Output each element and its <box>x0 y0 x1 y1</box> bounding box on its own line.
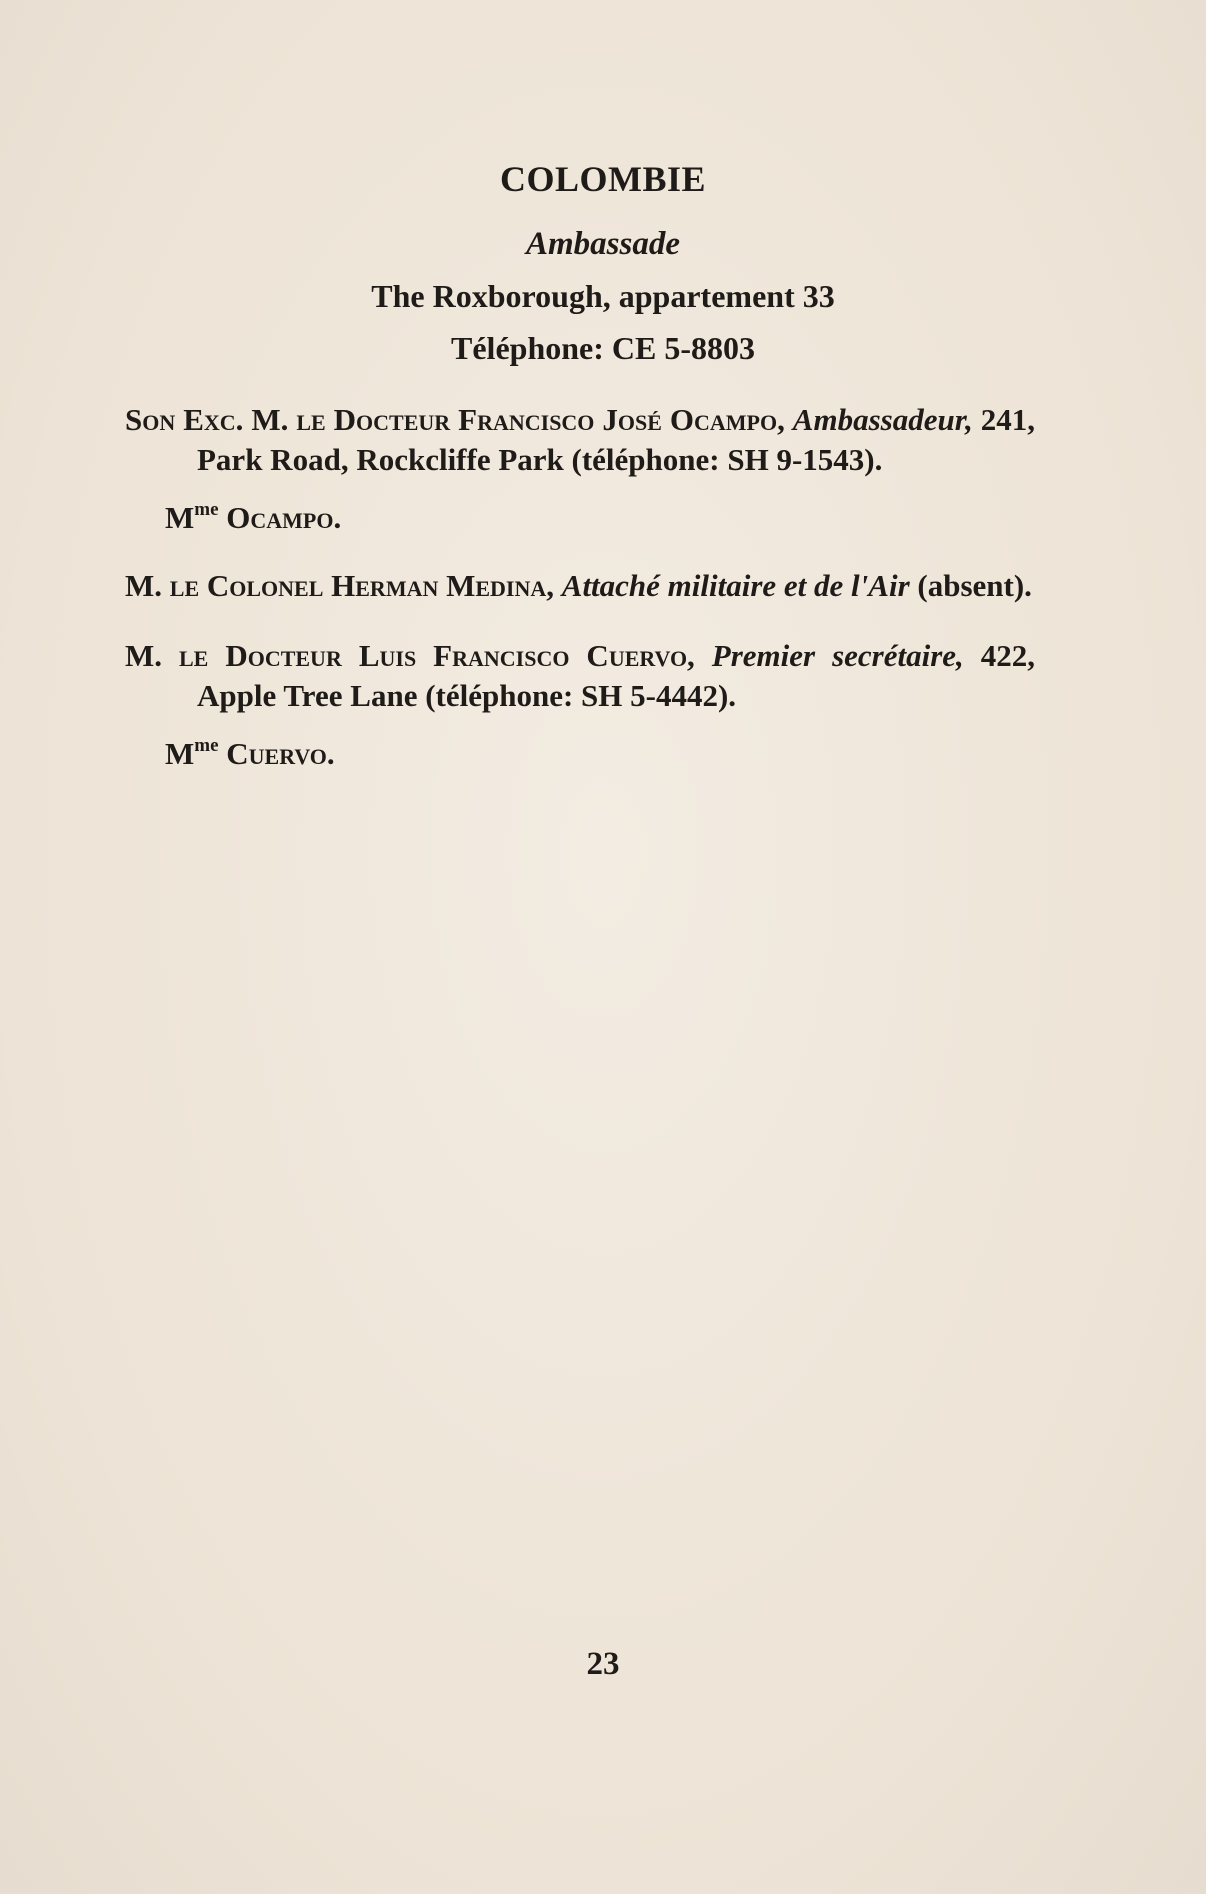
country-heading: COLOMBIE <box>499 159 707 199</box>
entry-prefix: M. <box>125 568 163 603</box>
mission-telephone: Téléphone: CE 5-8803 <box>451 330 755 366</box>
entry-name: Francisco José Ocampo, <box>458 402 785 437</box>
entry-title: le Colonel <box>169 568 324 603</box>
entry-detail: 241, Park Road, Rockcliffe Park (téléphone: SH 9-1543). <box>197 402 1036 477</box>
entry-name: Luis Francisco Cuervo, <box>358 638 695 673</box>
entry-ambassador <box>125 400 1035 480</box>
diplomat-list <box>125 400 1035 802</box>
entry-prefix: M. <box>125 638 163 673</box>
entry-prefix: Son Exc. M. <box>125 402 289 437</box>
entry-name: Herman Medina, <box>331 568 555 603</box>
entry-military-attache <box>125 566 1035 606</box>
entry-role: Premier secrétaire, <box>711 638 964 673</box>
entry-role: Attaché militaire et de l'Air <box>561 568 910 603</box>
mission-type: Ambassade <box>525 226 680 262</box>
entry-spouse: $M^{me}$ Ocampo. <box>165 499 342 535</box>
page-number: 23 <box>586 1646 620 1682</box>
entry-spouse: $M^{me}$ Cuervo. <box>165 735 335 771</box>
entry-first-secretary <box>125 636 1035 716</box>
entry-detail: 422, Apple Tree Lane (téléphone: SH 5-4442). <box>197 638 1036 713</box>
entry-title: le Docteur <box>296 402 451 437</box>
mission-address: The Roxborough, appartement 33 <box>371 278 835 314</box>
entry-role: Ambassadeur, <box>792 402 973 437</box>
entry-title: le Docteur <box>179 638 342 673</box>
entry-detail: (absent). <box>909 568 1032 603</box>
